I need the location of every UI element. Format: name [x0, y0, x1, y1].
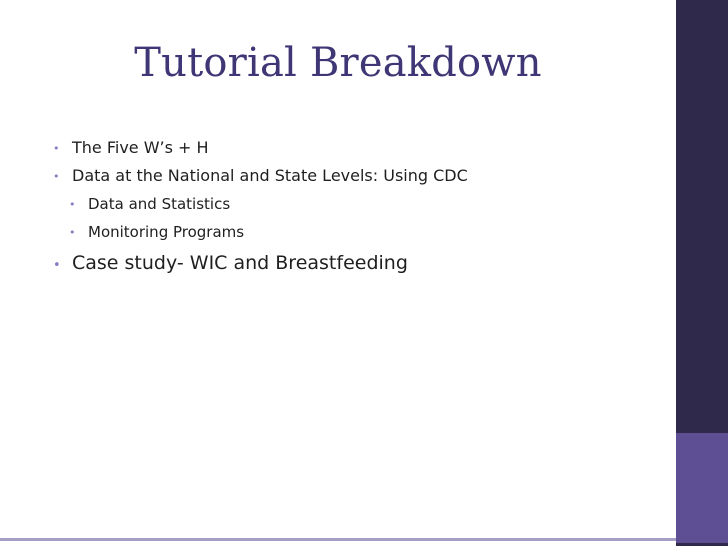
bullet-item [53, 246, 468, 280]
bullet-text: Data and Statistics [88, 195, 231, 213]
bullet-icon: • [53, 258, 61, 273]
sidebar-accent-tab [676, 433, 728, 543]
sub-bullet-item [69, 218, 468, 246]
bullet-text: Monitoring Programs [88, 223, 245, 241]
bullet-icon: • [69, 226, 76, 239]
sub-bullet-item [69, 190, 468, 218]
bullet-text: Data at the National and State Levels: Using CDC [72, 166, 468, 185]
bullet-icon: • [53, 142, 60, 155]
slide-title: Tutorial Breakdown [134, 40, 542, 86]
bullet-text: The Five W’s + H [72, 138, 209, 157]
bullet-icon: • [53, 170, 60, 183]
bullet-item [53, 162, 468, 190]
bullet-text: Case study- WIC and Breastfeeding [72, 252, 408, 274]
bullet-item [53, 134, 468, 162]
bullet-icon: • [69, 198, 76, 211]
bottom-divider [0, 538, 676, 541]
bullet-list [53, 134, 468, 280]
